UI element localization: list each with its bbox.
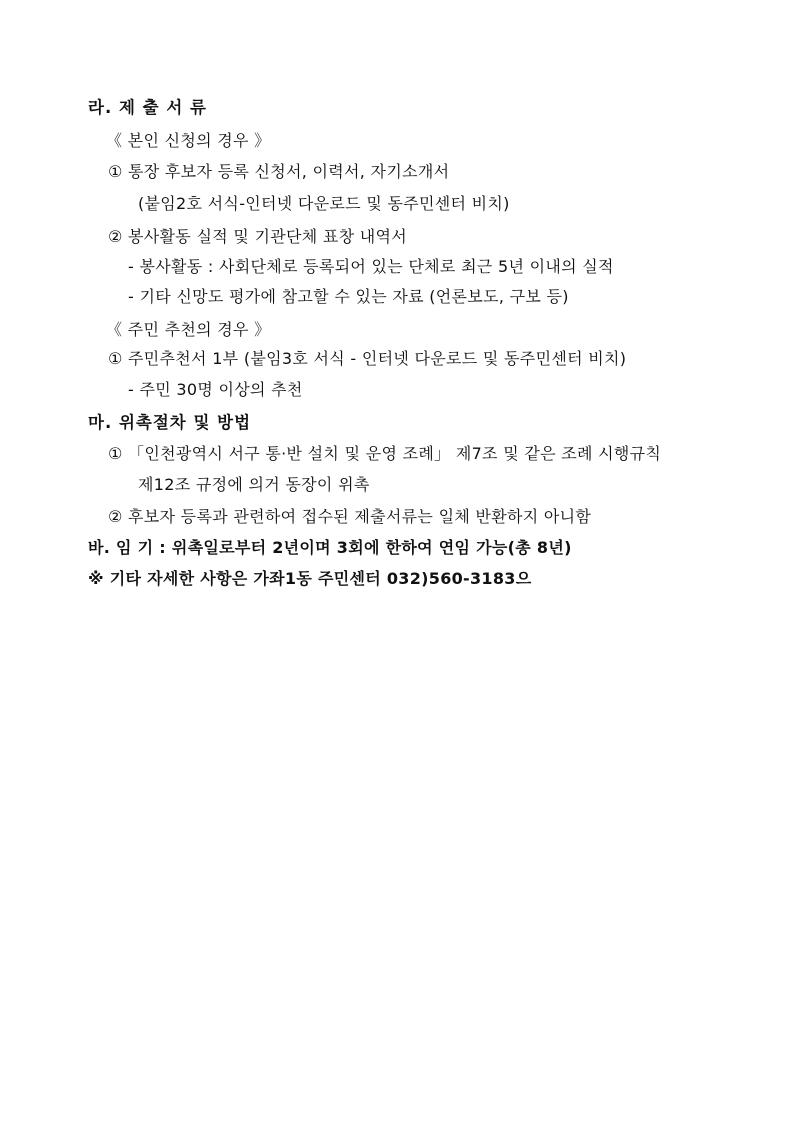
section-ra-heading: 라. 제 출 서 류 (88, 98, 207, 117)
self-item-1-note: (붙임2호 서식-인터넷 다운로드 및 동주민센터 비치) (138, 194, 510, 213)
procedure-item-1-line-2: 제12조 규정에 의거 동장이 위촉 (138, 475, 370, 494)
contact-note: ※ 기타 자세한 사항은 가좌1동 주민센터 032)560-3183으 (88, 569, 532, 588)
term-of-office: 바. 임 기 : 위촉일로부터 2년이며 3회에 한하여 연임 가능(총 8년) (88, 538, 572, 557)
procedure-item-1-line-1: ① 「인천광역시 서구 통·반 설치 및 운영 조례」 제7조 및 같은 조례 시행규칙 (108, 444, 662, 463)
self-item-1: ① 통장 후보자 등록 신청서, 이력서, 자기소개서 (108, 162, 450, 181)
self-item-2-sub-1: - 봉사활동 : 사회단체로 등록되어 있는 단체로 최근 5년 이내의 실적 (128, 257, 614, 276)
resident-item-1: ① 주민추천서 1부 (붙임3호 서식 - 인터넷 다운로드 및 동주민센터 비치) (108, 349, 627, 368)
resident-item-1-sub: - 주민 30명 이상의 추천 (128, 380, 303, 399)
section-ma-heading: 마. 위촉절차 및 방법 (88, 413, 252, 432)
procedure-item-2: ② 후보자 등록과 관련하여 접수된 제출서류는 일체 반환하지 아니함 (108, 507, 592, 526)
self-item-2-sub-2: - 기타 신망도 평가에 참고할 수 있는 자료 (언론보도, 구보 등) (128, 287, 569, 306)
self-application-case-header: 《 본인 신청의 경우 》 (106, 131, 271, 150)
resident-recommendation-case-header: 《 주민 추천의 경우 》 (106, 320, 271, 339)
self-item-2: ② 봉사활동 실적 및 기관단체 표창 내역서 (108, 227, 408, 246)
